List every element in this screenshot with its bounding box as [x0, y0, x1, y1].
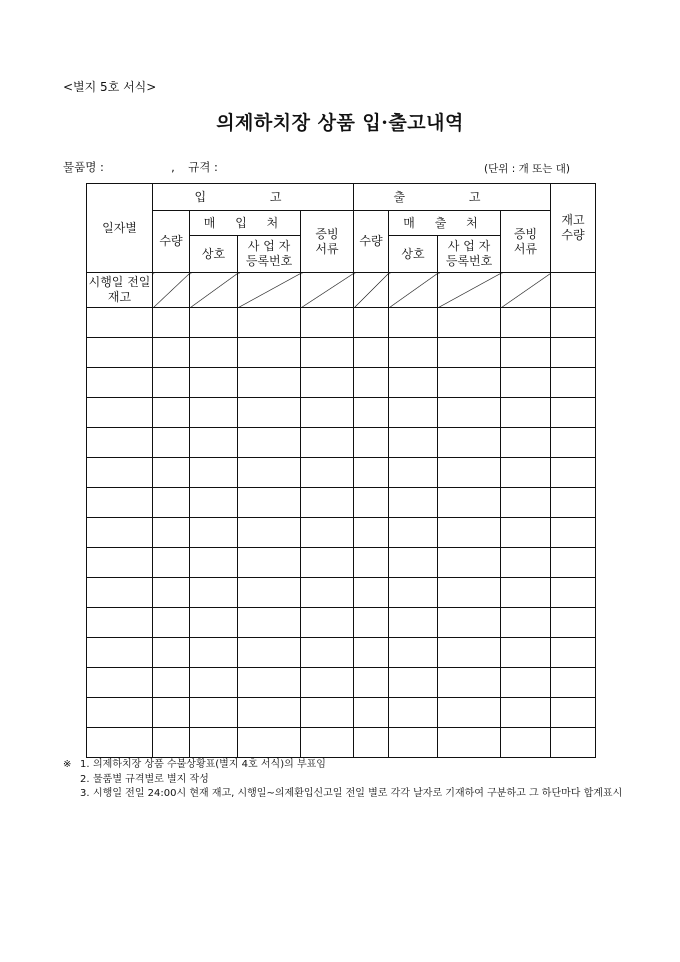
entry-cell[interactable]: [153, 638, 190, 668]
entry-cell[interactable]: [501, 728, 551, 758]
entry-cell[interactable]: [389, 608, 438, 638]
entry-cell[interactable]: [238, 428, 301, 458]
entry-cell[interactable]: [551, 728, 596, 758]
note-mark: ※: [63, 759, 72, 770]
entry-cell[interactable]: [438, 458, 501, 488]
entry-cell[interactable]: [301, 458, 354, 488]
diagonal-cell: [301, 273, 354, 308]
entry-cell[interactable]: [438, 638, 501, 668]
entry-cell[interactable]: [389, 578, 438, 608]
entry-cell[interactable]: [389, 488, 438, 518]
ledger-table: [86, 183, 596, 758]
entry-cell[interactable]: [87, 458, 153, 488]
entry-cell[interactable]: [301, 428, 354, 458]
entry-cell[interactable]: [301, 518, 354, 548]
entry-cell[interactable]: [438, 608, 501, 638]
table-row: [87, 308, 596, 338]
item-name-label: 물품명 :: [63, 160, 104, 174]
entry-cell[interactable]: [87, 728, 153, 758]
entry-cell[interactable]: [354, 578, 389, 608]
entry-cell[interactable]: [551, 518, 596, 548]
entry-cell[interactable]: [389, 428, 438, 458]
entry-cell[interactable]: [238, 548, 301, 578]
entry-cell[interactable]: [153, 338, 190, 368]
entry-cell[interactable]: [87, 578, 153, 608]
entry-cell[interactable]: [438, 308, 501, 338]
entry-cell[interactable]: [354, 608, 389, 638]
entry-cell[interactable]: [389, 338, 438, 368]
entry-cell[interactable]: [87, 548, 153, 578]
entry-cell[interactable]: [87, 698, 153, 728]
entry-cell[interactable]: [501, 398, 551, 428]
entry-cell[interactable]: [438, 368, 501, 398]
note-text: 시행일 전일 24:00시 현재 재고, 시행일~의제환입신고일 전일 별로 각각 날자로 기재하여 구분하고 그 하단마다 합계표시: [93, 788, 623, 799]
entry-cell[interactable]: [389, 728, 438, 758]
table-row: [87, 428, 596, 458]
entry-cell[interactable]: [301, 338, 354, 368]
entry-cell[interactable]: [301, 668, 354, 698]
diagonal-cell: [438, 273, 501, 308]
entry-cell[interactable]: [551, 638, 596, 668]
docs-label-bottom: 서류: [315, 241, 339, 256]
entry-cell[interactable]: [389, 698, 438, 728]
entry-cell[interactable]: [389, 458, 438, 488]
entry-cell[interactable]: [190, 608, 238, 638]
table-row: [87, 338, 596, 368]
entry-cell[interactable]: [153, 488, 190, 518]
table-row: [87, 638, 596, 668]
entry-cell[interactable]: [153, 668, 190, 698]
entry-cell[interactable]: [551, 308, 596, 338]
entry-cell[interactable]: [301, 638, 354, 668]
entry-cell[interactable]: [153, 698, 190, 728]
footnote-item: [63, 773, 623, 788]
entry-cell[interactable]: [190, 638, 238, 668]
entry-cell[interactable]: [238, 488, 301, 518]
entry-cell[interactable]: [438, 338, 501, 368]
entry-cell[interactable]: [551, 608, 596, 638]
entry-cell[interactable]: [501, 578, 551, 608]
entry-cell[interactable]: [238, 368, 301, 398]
entry-cell[interactable]: [438, 698, 501, 728]
entry-cell[interactable]: [389, 518, 438, 548]
entry-cell[interactable]: [354, 488, 389, 518]
entry-cell[interactable]: [551, 458, 596, 488]
entry-cell[interactable]: [190, 458, 238, 488]
page-title: 의제하치장 상품 입·출고내역: [216, 112, 464, 134]
entry-cell[interactable]: [87, 488, 153, 518]
entry-cell[interactable]: [438, 668, 501, 698]
entry-cell[interactable]: [87, 608, 153, 638]
entry-cell[interactable]: [238, 338, 301, 368]
note-text: 의제하치장 상품 수불상황표(별지 4호 서식)의 부표임: [93, 759, 326, 770]
entry-cell[interactable]: [438, 398, 501, 428]
table-row: [87, 458, 596, 488]
entry-cell[interactable]: [238, 458, 301, 488]
entry-cell[interactable]: [354, 698, 389, 728]
entry-cell[interactable]: [551, 578, 596, 608]
col-header-date: 일자별: [87, 184, 153, 273]
col-header-stock-qty: 재고 수량: [551, 184, 596, 273]
col-header-in-name: 상호: [190, 236, 238, 273]
note-number: 3.: [80, 788, 90, 799]
entry-cell[interactable]: [238, 518, 301, 548]
entry-cell[interactable]: [190, 728, 238, 758]
entry-cell[interactable]: [354, 398, 389, 428]
entry-cell[interactable]: [438, 488, 501, 518]
entry-cell[interactable]: [238, 308, 301, 338]
entry-cell[interactable]: [354, 668, 389, 698]
table-row: [87, 698, 596, 728]
regno-label-bottom: 등록번호: [245, 254, 293, 268]
table-row: [87, 728, 596, 758]
entry-cell[interactable]: [551, 488, 596, 518]
entry-cell[interactable]: [301, 698, 354, 728]
entry-cell[interactable]: [87, 338, 153, 368]
col-header-out-name: 상호: [389, 236, 438, 273]
entry-cell[interactable]: [190, 668, 238, 698]
table-row: [87, 488, 596, 518]
entry-cell[interactable]: [551, 668, 596, 698]
entry-cell[interactable]: [354, 728, 389, 758]
entry-cell[interactable]: [190, 548, 238, 578]
note-number: 2.: [80, 773, 90, 785]
col-header-in-regno: [238, 236, 301, 273]
item-spec-line: [63, 159, 218, 175]
note-number: 1.: [80, 759, 90, 770]
entry-cell[interactable]: [190, 698, 238, 728]
entry-cell[interactable]: [551, 338, 596, 368]
entry-cell[interactable]: [238, 638, 301, 668]
entry-cell[interactable]: [551, 428, 596, 458]
entry-cell[interactable]: [190, 488, 238, 518]
entry-cell[interactable]: [389, 368, 438, 398]
entry-cell[interactable]: [87, 518, 153, 548]
entry-cell[interactable]: [301, 728, 354, 758]
col-header-in-qty: 수량: [153, 211, 190, 273]
opening-stock-label: [87, 273, 153, 308]
group-header-in: 입 고: [153, 184, 354, 211]
regno-label-top: 사 업 자: [247, 239, 291, 253]
entry-cell[interactable]: [238, 698, 301, 728]
table-row: [87, 608, 596, 638]
entry-cell[interactable]: [87, 638, 153, 668]
group-header-out: 출 고: [354, 184, 551, 211]
entry-cell[interactable]: [87, 368, 153, 398]
diagonal-cell: [238, 273, 301, 308]
footnote-item: [63, 787, 623, 802]
entry-cell[interactable]: [354, 458, 389, 488]
form-label: <별지 5호 서식>: [63, 80, 157, 94]
entry-cell[interactable]: [301, 368, 354, 398]
table-row: [87, 548, 596, 578]
diagonal-cell: [354, 273, 389, 308]
entry-cell[interactable]: [190, 428, 238, 458]
subheader-seller: 매 출 처: [389, 211, 501, 236]
entry-cell[interactable]: [501, 308, 551, 338]
entry-cell[interactable]: [551, 368, 596, 398]
diagonal-cell: [153, 273, 190, 308]
entry-cell[interactable]: [190, 398, 238, 428]
entry-cell[interactable]: [551, 398, 596, 428]
entry-cell[interactable]: [190, 308, 238, 338]
table-row: [87, 398, 596, 428]
entry-cell[interactable]: [153, 518, 190, 548]
opening-stock-label-bottom: 재고: [107, 290, 132, 304]
docs-label-bottom: 서류: [513, 241, 538, 256]
entry-cell[interactable]: [438, 518, 501, 548]
entry-cell[interactable]: [153, 428, 190, 458]
regno-label-bottom: 등록번호: [445, 254, 493, 268]
spec-label: 규격 :: [188, 160, 218, 174]
entry-cell[interactable]: [551, 698, 596, 728]
entry-cell[interactable]: [354, 518, 389, 548]
entry-cell[interactable]: [153, 728, 190, 758]
footnote-item: [63, 758, 623, 773]
entry-cell[interactable]: [389, 398, 438, 428]
col-header-out-docs: [501, 211, 551, 273]
docs-label-top: 증빙: [513, 226, 538, 241]
entry-cell[interactable]: [190, 578, 238, 608]
entry-cell[interactable]: [301, 488, 354, 518]
opening-stock-qty-cell[interactable]: [551, 273, 596, 308]
diagonal-cell: [190, 273, 238, 308]
entry-cell[interactable]: [87, 428, 153, 458]
entry-cell[interactable]: [153, 368, 190, 398]
entry-cell[interactable]: [238, 668, 301, 698]
entry-cell[interactable]: [238, 398, 301, 428]
table-row: [87, 368, 596, 398]
entry-cell[interactable]: [389, 548, 438, 578]
entry-cell[interactable]: [501, 368, 551, 398]
entry-cell[interactable]: [153, 608, 190, 638]
entry-cell[interactable]: [354, 548, 389, 578]
opening-stock-row: [87, 273, 596, 308]
col-header-in-docs: [301, 211, 354, 273]
docs-label-top: 증빙: [315, 226, 339, 241]
entry-cell[interactable]: [153, 398, 190, 428]
entry-cell[interactable]: [501, 488, 551, 518]
entry-cell[interactable]: [501, 548, 551, 578]
entry-cell[interactable]: [238, 608, 301, 638]
entry-cell[interactable]: [551, 548, 596, 578]
diagonal-cell: [501, 273, 551, 308]
entry-cell[interactable]: [501, 518, 551, 548]
entry-cell[interactable]: [501, 338, 551, 368]
entry-cell[interactable]: [238, 578, 301, 608]
entry-cell[interactable]: [501, 458, 551, 488]
opening-stock-label-top: 시행일 전일: [88, 275, 151, 289]
entry-cell[interactable]: [190, 368, 238, 398]
entry-cell[interactable]: [301, 578, 354, 608]
entry-cell[interactable]: [501, 668, 551, 698]
table-row: [87, 578, 596, 608]
diagonal-cell: [389, 273, 438, 308]
subheader-buyer: 매 입 처: [190, 211, 301, 236]
note-text: 물품별 규격별로 별지 작성: [93, 773, 209, 785]
regno-label-top: 사 업 자: [447, 239, 491, 253]
entry-cell[interactable]: [501, 638, 551, 668]
entry-cell[interactable]: [153, 458, 190, 488]
entry-cell[interactable]: [354, 428, 389, 458]
entry-cell[interactable]: [438, 548, 501, 578]
entry-cell[interactable]: [389, 668, 438, 698]
entry-cell[interactable]: [501, 428, 551, 458]
entry-cell[interactable]: [238, 728, 301, 758]
entry-cell[interactable]: [501, 698, 551, 728]
entry-cell[interactable]: [153, 578, 190, 608]
table-row: [87, 668, 596, 698]
entry-cell[interactable]: [153, 308, 190, 338]
entry-cell[interactable]: [389, 308, 438, 338]
entry-cell[interactable]: [354, 368, 389, 398]
entry-cell[interactable]: [389, 638, 438, 668]
entry-cell[interactable]: [354, 338, 389, 368]
entry-cell[interactable]: [190, 518, 238, 548]
entry-cell[interactable]: [301, 608, 354, 638]
entry-cell[interactable]: [87, 308, 153, 338]
entry-cell[interactable]: [438, 578, 501, 608]
table-row: [87, 518, 596, 548]
entry-cell[interactable]: [87, 668, 153, 698]
entry-cell[interactable]: [354, 638, 389, 668]
separator-comma: ,: [171, 160, 175, 174]
entry-cell[interactable]: [301, 548, 354, 578]
entry-cell[interactable]: [153, 548, 190, 578]
col-header-out-qty: 수량: [354, 211, 389, 273]
entry-cell[interactable]: [190, 338, 238, 368]
entry-cell[interactable]: [301, 398, 354, 428]
entry-cell[interactable]: [438, 428, 501, 458]
entry-cell[interactable]: [438, 728, 501, 758]
entry-cell[interactable]: [301, 308, 354, 338]
entry-cell[interactable]: [501, 608, 551, 638]
col-header-out-regno: [438, 236, 501, 273]
entry-cell[interactable]: [354, 308, 389, 338]
entry-cell[interactable]: [87, 398, 153, 428]
unit-note: (단위 : 개 또는 대): [484, 163, 570, 175]
footnotes: [63, 758, 623, 802]
